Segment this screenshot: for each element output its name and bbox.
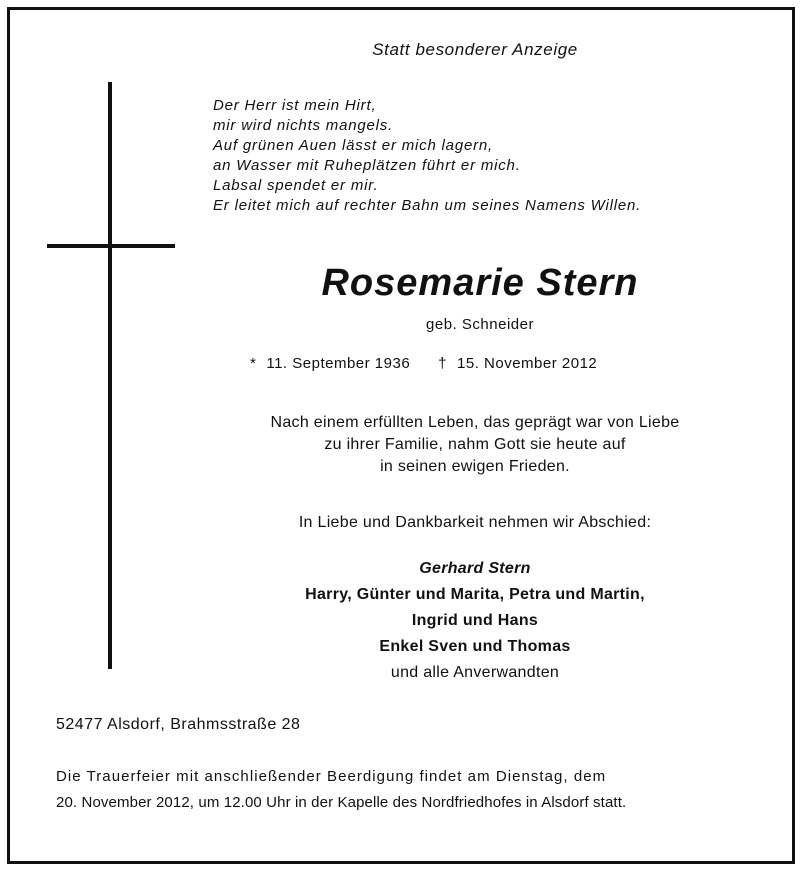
farewell-text: In Liebe und Dankbarkeit nehmen wir Abschied: bbox=[298, 514, 652, 531]
psalm-line: an Wasser mit Ruheplätzen führt er mich. bbox=[213, 157, 521, 174]
born-symbol: * bbox=[250, 355, 257, 372]
family-line: Ingrid und Hans bbox=[411, 612, 539, 629]
cross-symbol-icon: † bbox=[438, 355, 448, 372]
born-date: 11. September 1936 bbox=[266, 355, 411, 372]
family-list bbox=[175, 556, 775, 686]
psalm-line: Labsal spendet er mir. bbox=[213, 177, 379, 194]
tribute-line: zu ihrer Familie, nahm Gott sie heute auf bbox=[324, 436, 626, 453]
psalm-line: Der Herr ist mein Hirt, bbox=[213, 97, 377, 114]
psalm-line: mir wird nichts mangels. bbox=[213, 117, 394, 134]
died-date: 15. November 2012 bbox=[457, 355, 598, 372]
funeral-line: 20. November 2012, um 12.00 Uhr in der Kapelle des Nordfriedhofes in Alsdorf statt. bbox=[56, 794, 627, 811]
family-line: Enkel Sven und Thomas bbox=[379, 638, 571, 655]
notice-heading: Statt besonderer Anzeige bbox=[372, 40, 578, 59]
family-primary-mourner: Gerhard Stern bbox=[419, 560, 531, 577]
funeral-line: Die Trauerfeier mit anschließender Beerdigung findet am Dienstag, dem bbox=[56, 768, 607, 785]
tribute-line: in seinen ewigen Frieden. bbox=[380, 458, 570, 475]
address: 52477 Alsdorf, Brahmsstraße 28 bbox=[56, 716, 301, 733]
tribute-line: Nach einem erfüllten Leben, das geprägt war von Liebe bbox=[270, 414, 680, 431]
psalm-line: Er leitet mich auf rechter Bahn um seines Namens Willen. bbox=[213, 197, 642, 214]
cross-horizontal-bar bbox=[47, 244, 175, 248]
funeral-details bbox=[56, 764, 746, 816]
maiden-name: geb. Schneider bbox=[426, 316, 534, 333]
family-closing: und alle Anverwandten bbox=[390, 664, 560, 681]
cross-vertical-bar bbox=[108, 82, 112, 669]
family-line: Harry, Günter und Marita, Petra und Martin, bbox=[305, 586, 645, 603]
life-dates bbox=[250, 355, 710, 372]
psalm-line: Auf grünen Auen lässt er mich lagern, bbox=[213, 137, 494, 154]
psalm-verse bbox=[213, 96, 641, 216]
deceased-name: Rosemarie Stern bbox=[321, 262, 639, 304]
tribute-text bbox=[175, 412, 775, 478]
